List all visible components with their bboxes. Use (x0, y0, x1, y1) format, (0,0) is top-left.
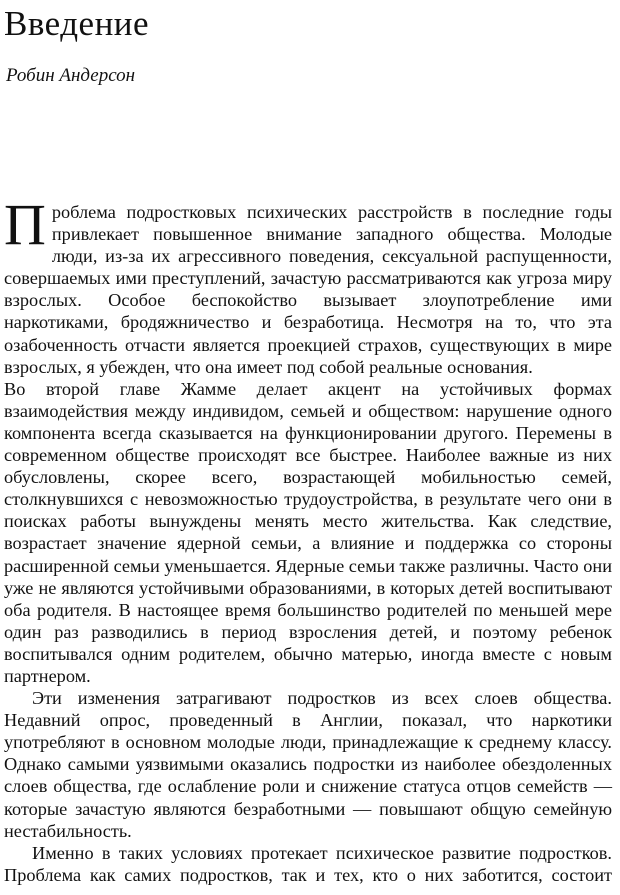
body-text (4, 192, 612, 886)
paragraph-3: Эти изменения затрагивают подростков из всех слоев общества. Недавний опрос, проведенный в Англии, показал, что наркотики употребляют в основном молодые люди, принадлежащие к среднему классу. Однако самыми уязвимыми оказались подростки из наиболее обездоленных слоев общества, где ослабление роли и снижение статуса отцов семейств — которые зачастую являются безработными — повышают общую семейную нестабильность. (4, 688, 612, 841)
author-name: Робин Андерсон (6, 65, 136, 86)
drop-cap: П (4, 192, 46, 257)
paragraph-4: Именно в таких условиях протекает психическое развитие подростков. Проблема как самих подростков, так и тех, кто о них заботится, состоит (4, 842, 612, 885)
paragraph-1 (4, 192, 612, 378)
chapter-title: Введение (4, 4, 150, 43)
paragraph-1-text: роблема подростковых психических расстройств в последние годы привлекает повышенное внимание западного общества. Молодые люди, из-за их агрессивного поведения, сексуальной распущенности, совершаемых ими преступлений, зачастую рассматриваются как угроза миру взрослых. Особое беспокойство вызывает злоупотребление ими наркотиками, бродяжничество и безработица. Несмотря на то, что эта озабоченность отчасти является проекцией страхов, существующих в мире взрослых, я убежден, что она имеет под собой реальные основания. (4, 202, 612, 377)
paragraph-2: Во второй главе Жамме делает акцент на устойчивых формах взаимодействия между индивидом, семьей и обществом: нарушение одного компонента всегда сказывается на функционировании другого. Перемены в современном обществе происходят все быстрее. Наиболее важные из них обусловлены, скорее всего, возрастающей мобильностью семей, столкнувшихся с невозможностью трудоустройства, в результате чего они в поисках работы вынуждены менять место жительства. Как следствие, возрастает значение ядерной семьи, а влияние и поддержка со стороны расширенной семьи уменьшается. Ядерные семьи также различны. Часто они уже не являются устойчивыми образованиями, в которых детей воспитывают оба родителя. В настоящее время большинство родителей по меньшей мере один раз разводились в период взросления детей, и поэтому ребенок воспитывался одним родителем, обычно матерью, иногда вместе с новым партнером. (4, 378, 612, 686)
